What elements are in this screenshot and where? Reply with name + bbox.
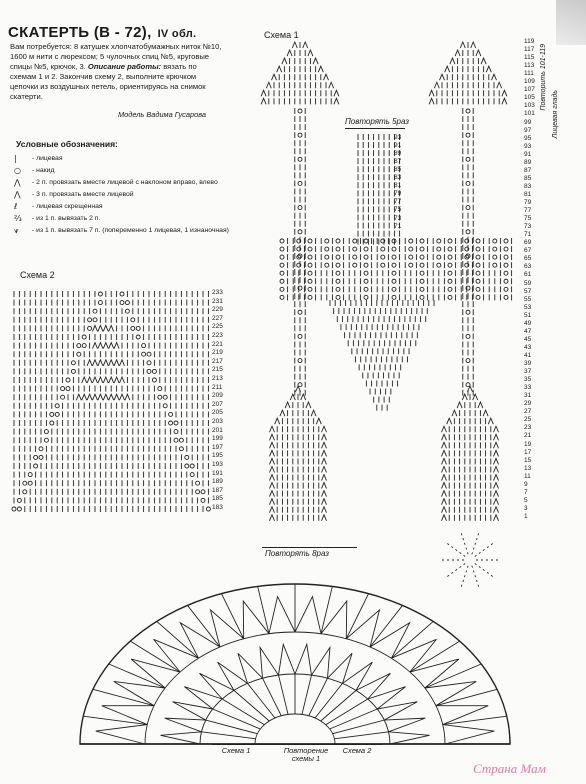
row-number: 193 [212, 461, 223, 468]
row-number: 117 [524, 46, 535, 54]
row-number: 201 [212, 426, 223, 434]
legend-symbol: ⩛ [14, 226, 19, 235]
bottom-bracket [212, 744, 382, 745]
row-number: 191 [212, 469, 223, 477]
row-number: 29 [524, 400, 532, 408]
row-number: 225 [212, 323, 223, 331]
row-number: 3 [524, 504, 528, 512]
row-number: 81 [524, 190, 532, 198]
row-number: 207 [212, 400, 223, 408]
row-number: 5 [524, 496, 528, 504]
row-number: 107 [524, 86, 535, 94]
row-number: 45 [524, 335, 532, 343]
row-number: 71 [524, 231, 532, 239]
legend-text: - лицевая [32, 155, 63, 162]
row-number: 41 [524, 351, 532, 359]
row-number: 93 [524, 142, 532, 150]
row-number: 49 [524, 319, 532, 327]
legend-symbol: ○ [14, 166, 21, 175]
row-number: 213 [212, 375, 223, 382]
row-number: 61 [524, 271, 532, 279]
side-label-stockinette: Лицевая гладь [552, 90, 559, 139]
scheme1-chart [261, 42, 512, 587]
row-number: 71 [394, 222, 402, 230]
row-number: 211 [212, 383, 223, 391]
row-number: 91 [394, 142, 402, 150]
row-number: 87 [394, 158, 402, 166]
scheme2-chart [12, 291, 210, 512]
row-number: 99 [524, 118, 532, 126]
row-number: 111 [524, 70, 534, 78]
row-number: 205 [212, 409, 223, 417]
bottom-label-scheme2: Схема 2 [342, 746, 372, 755]
row-number: 105 [524, 94, 535, 102]
legend-symbol: | [14, 154, 17, 163]
row-number: 47 [524, 327, 532, 335]
row-number: 85 [524, 174, 532, 182]
legend-text: - из 1 п. вывязать 7 п. (попеременно 1 лицевая, 1 изнаночная) [32, 227, 229, 234]
legend-text: - лицевая скрещенная [32, 203, 103, 210]
row-number: 69 [524, 239, 532, 247]
author: Модель Вадима Гусарова [118, 110, 207, 119]
row-number: 89 [394, 150, 402, 158]
legend-text: - 2 п. провязать вместе лицевой с наклоном вправо, влево [32, 179, 218, 186]
repeat5-label: Повторять 5раз [345, 117, 409, 126]
legend-text: - из 1 п. вывязать 2 п. [32, 215, 101, 222]
row-number: 77 [394, 198, 402, 206]
row-number: 13 [524, 464, 532, 472]
row-number: 203 [212, 418, 223, 425]
legend-symbol: ⋀ [14, 178, 21, 187]
legend-symbol: ⅔ [14, 214, 22, 223]
row-number: 15 [524, 456, 532, 464]
row-number: 189 [212, 478, 223, 486]
row-number: 199 [212, 435, 223, 443]
row-number: 219 [212, 349, 223, 357]
row-number: 83 [394, 174, 402, 182]
row-number: 79 [524, 199, 532, 206]
row-number: 57 [524, 287, 532, 295]
row-number: 233 [212, 289, 223, 296]
legend-symbol: ℓ [14, 202, 18, 211]
row-number: 31 [524, 392, 532, 400]
watermark: Страна Мам [473, 761, 546, 776]
row-number: 119 [524, 38, 535, 45]
row-number: 91 [524, 150, 532, 158]
row-number: 75 [524, 215, 532, 223]
row-number: 33 [524, 384, 532, 392]
row-number: 59 [524, 279, 532, 287]
row-number: 231 [212, 297, 223, 305]
row-number: 51 [524, 311, 532, 319]
row-number: 217 [212, 357, 223, 365]
row-number: 87 [524, 166, 532, 174]
legend-text: - 3 п. провязать вместе лицевой [32, 191, 134, 198]
row-number: 65 [524, 255, 532, 263]
row-number: 17 [524, 448, 532, 456]
row-number: 183 [212, 504, 223, 511]
row-number: 35 [524, 376, 532, 384]
row-number: 85 [394, 166, 402, 174]
row-number: 75 [394, 206, 402, 214]
row-number: 21 [524, 432, 532, 440]
side-label-repeat: Повторить 101-119 [540, 44, 547, 111]
row-number: 95 [524, 134, 532, 142]
row-number: 195 [212, 452, 223, 460]
row-number: 67 [524, 247, 532, 255]
legend-symbol: ⋀ [14, 190, 21, 199]
row-number: 83 [524, 182, 532, 190]
page-title: СКАТЕРТЬ (В - 72), IV обл. [8, 24, 197, 41]
row-number: 25 [524, 416, 532, 424]
row-number: 43 [524, 343, 532, 351]
row-number: 215 [212, 366, 223, 374]
row-number: 101 [524, 110, 535, 118]
row-number: 229 [212, 306, 223, 314]
row-number: 89 [524, 158, 532, 166]
row-number: 9 [524, 480, 528, 488]
row-number: 53 [524, 303, 532, 311]
repeat8-label: Повторять 8раз [265, 549, 329, 558]
row-number: 27 [524, 408, 532, 416]
legend-title: Условные обозначения: [16, 139, 118, 149]
tablecloth-diagram [80, 584, 510, 744]
row-number: 209 [212, 392, 223, 400]
row-number: 223 [212, 332, 223, 339]
row-number: 1 [524, 512, 528, 520]
bottom-label-repeat: Повторение схемы 1 [283, 746, 329, 763]
scheme2-label: Схема 2 [20, 270, 55, 280]
scheme1-label: Схема 1 [264, 30, 299, 40]
row-number: 77 [524, 207, 532, 215]
row-number: 109 [524, 78, 535, 86]
row-number: 23 [524, 424, 532, 432]
row-number: 93 [394, 134, 402, 141]
row-number: 103 [524, 102, 535, 110]
row-number: 63 [524, 263, 532, 271]
row-number: 221 [212, 340, 223, 348]
row-number: 81 [394, 182, 402, 190]
row-number: 197 [212, 443, 223, 451]
row-number: 79 [394, 190, 402, 198]
row-number: 39 [524, 360, 532, 367]
legend-text: - накид [32, 167, 55, 174]
row-number: 11 [524, 472, 531, 480]
row-number: 55 [524, 295, 532, 303]
row-number: 227 [212, 314, 223, 322]
intro-text: Вам потребуется: 8 катушек хлопчатобумажных ниток №10, 1600 м нити с люрексом; 5 чулочных спиц №5, круговые спицы №5, крючок, 3. Описание работы: вязать по схемам 1 и 2. Закончив схему 2, выполните крючком цепочки из воздушных петель, ориентируясь на снимок скатерти. [10, 42, 222, 101]
row-number: 97 [524, 126, 532, 134]
row-number: 19 [524, 440, 532, 448]
row-number: 73 [524, 223, 532, 231]
row-number: 73 [394, 214, 402, 222]
row-number: 187 [212, 486, 223, 494]
row-number: 37 [524, 368, 532, 376]
row-number: 7 [524, 488, 528, 496]
row-number: 185 [212, 495, 223, 503]
row-number: 113 [524, 62, 535, 70]
description-label: Описание работы: [87, 62, 162, 71]
bottom-label-scheme1: Схема 1 [221, 746, 251, 755]
row-number: 115 [524, 54, 535, 62]
